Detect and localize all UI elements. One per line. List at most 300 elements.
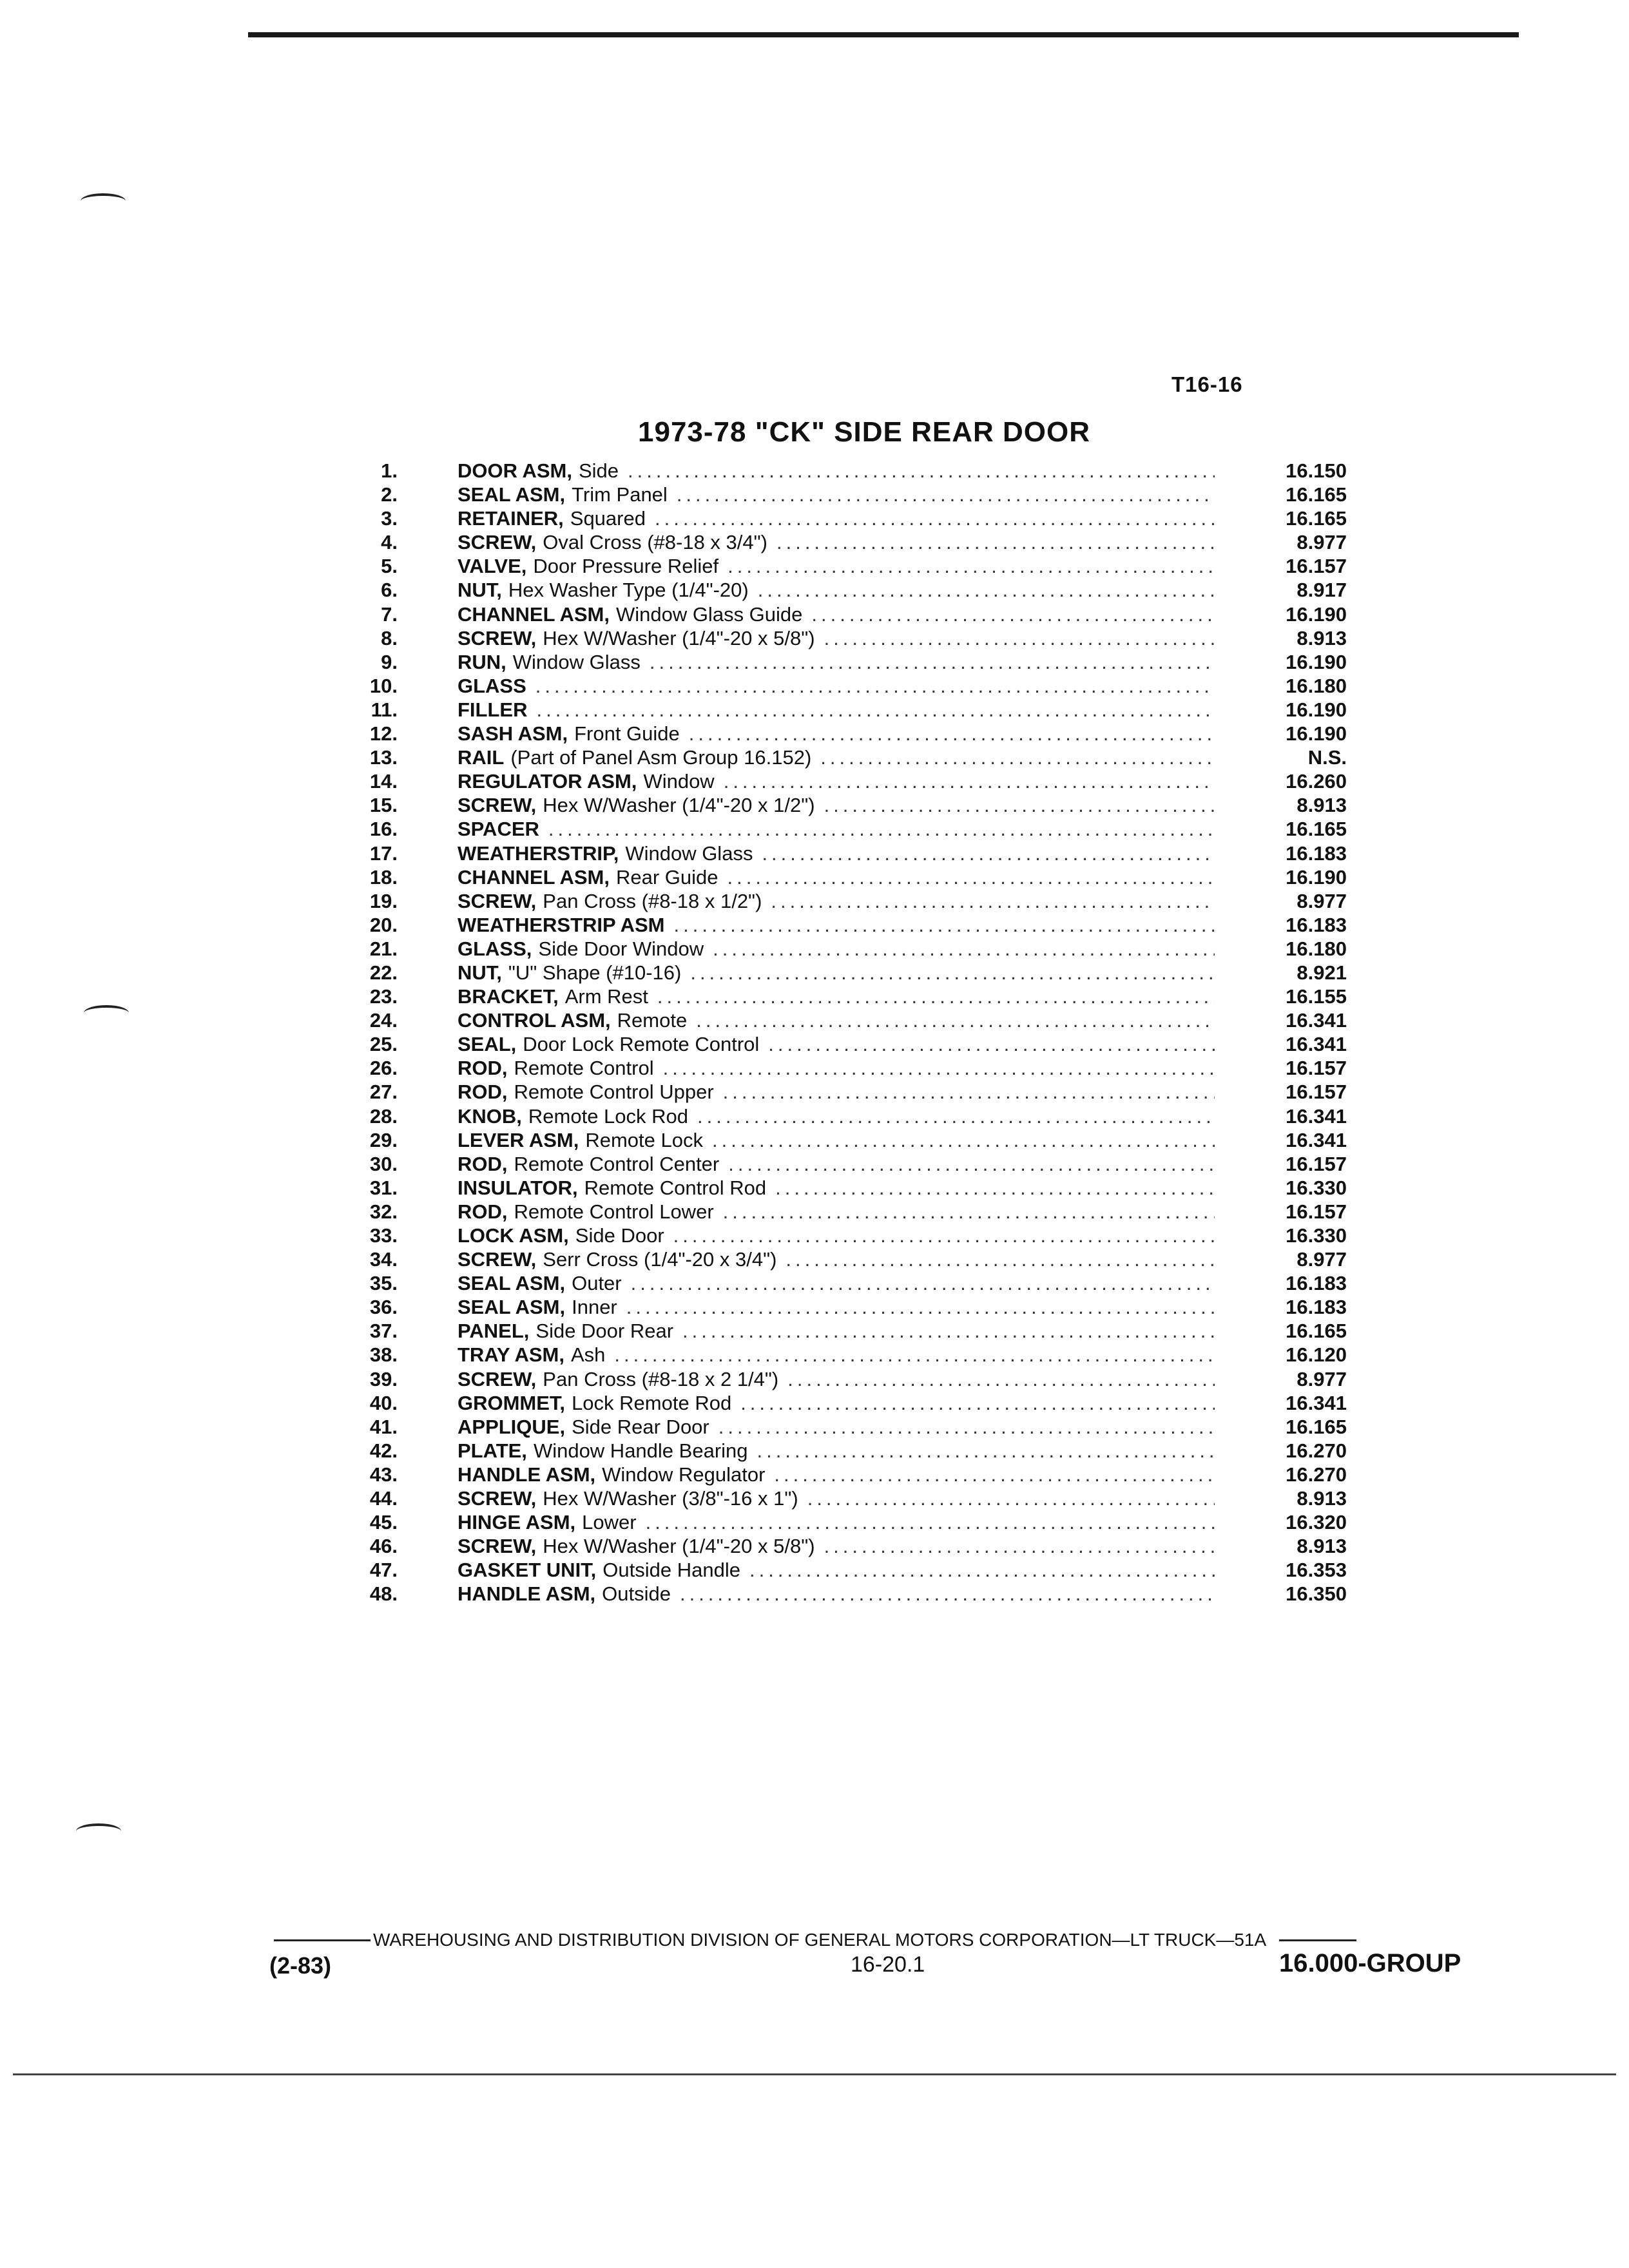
part-description: [458, 1582, 1215, 1606]
dot-leader: [820, 745, 1215, 769]
part-number: 31.: [369, 1176, 398, 1199]
part-group-number: 16.183: [1286, 841, 1347, 865]
part-detail: Side: [578, 459, 619, 482]
part-name: BRACKET,: [458, 985, 559, 1008]
part-description: [458, 626, 1215, 650]
part-number: 38.: [369, 1343, 398, 1367]
part-row: [358, 1008, 1376, 1032]
dot-leader: [682, 1319, 1215, 1343]
part-group-number: 8.921: [1296, 961, 1347, 984]
dot-leader: [824, 793, 1215, 817]
part-description: [458, 459, 1215, 483]
dot-leader: [674, 913, 1215, 937]
dot-leader: [807, 1486, 1215, 1510]
part-group-number: 16.157: [1286, 1081, 1347, 1104]
part-name: NUT,: [458, 961, 502, 984]
part-name: WEATHERSTRIP,: [458, 841, 619, 865]
footer-division-text: WAREHOUSING AND DISTRIBUTION DIVISION OF GENERAL MOTORS CORPORATION—LT TRUCK—51A: [373, 1930, 1267, 1950]
part-row: [358, 1056, 1376, 1080]
part-description: [458, 1510, 1215, 1534]
dot-leader: [758, 578, 1215, 602]
part-number: 4.: [381, 531, 398, 554]
part-description: [458, 1176, 1215, 1200]
part-group-number: 8.917: [1296, 579, 1347, 602]
part-description: [458, 1247, 1215, 1271]
part-row: [358, 913, 1376, 937]
part-number: 35.: [369, 1272, 398, 1295]
part-description: [458, 1367, 1215, 1391]
part-name: ROD,: [458, 1200, 508, 1223]
part-group-number: 16.341: [1286, 1033, 1347, 1056]
part-name: APPLIQUE,: [458, 1415, 566, 1438]
part-name: PANEL,: [458, 1320, 530, 1343]
dot-leader: [786, 1247, 1215, 1271]
part-number: 3.: [381, 507, 398, 530]
punch-hole-mark: [76, 1823, 121, 1839]
part-row: [358, 937, 1376, 961]
part-number: 25.: [369, 1033, 398, 1056]
part-detail: Trim Panel: [572, 483, 668, 506]
dot-leader: [690, 961, 1215, 985]
part-description: [458, 1032, 1215, 1056]
part-description: [458, 1104, 1215, 1128]
dot-leader: [673, 1224, 1215, 1247]
part-row: [358, 1032, 1376, 1056]
part-detail: Window: [643, 770, 715, 793]
part-group-number: 8.977: [1296, 1367, 1347, 1390]
part-group-number: 16.190: [1286, 650, 1347, 673]
part-row: [358, 793, 1376, 817]
part-group-number: 16.183: [1286, 913, 1347, 936]
part-detail: Squared: [570, 507, 646, 530]
part-name: LEVER ASM,: [458, 1128, 579, 1151]
part-row: [358, 1391, 1376, 1415]
part-row: [358, 1343, 1376, 1367]
part-row: [358, 1271, 1376, 1295]
part-number: 23.: [369, 985, 398, 1008]
part-description: [458, 1463, 1215, 1486]
part-number: 6.: [381, 579, 398, 602]
part-number: 5.: [381, 555, 398, 578]
part-description: [458, 985, 1215, 1008]
part-number: 1.: [381, 459, 398, 482]
part-detail: Hex W/Washer (1/4"-20 x 1/2"): [543, 794, 815, 817]
dot-leader: [646, 1510, 1215, 1534]
dot-leader: [824, 1534, 1215, 1558]
part-row: [358, 1486, 1376, 1510]
part-number: 11.: [371, 698, 398, 721]
part-number: 48.: [369, 1582, 398, 1606]
part-description: [458, 1056, 1215, 1080]
part-row: [358, 865, 1376, 889]
part-description: [458, 1319, 1215, 1343]
dot-leader: [650, 650, 1215, 674]
part-name: SEAL ASM,: [458, 483, 566, 506]
part-description: [458, 817, 1215, 841]
dot-leader: [811, 602, 1215, 626]
dot-leader: [677, 483, 1215, 506]
part-detail: Window Glass: [512, 650, 641, 673]
part-description: [458, 554, 1215, 578]
part-number: 32.: [369, 1200, 398, 1223]
part-name: CONTROL ASM,: [458, 1009, 611, 1032]
part-group-number: 16.260: [1286, 770, 1347, 793]
part-number: 20.: [369, 913, 398, 936]
part-row: [358, 1582, 1376, 1606]
part-group-number: 16.341: [1286, 1391, 1347, 1414]
dot-leader: [663, 1056, 1215, 1080]
part-detail: Pan Cross (#8-18 x 1/2"): [543, 889, 762, 912]
part-detail: Hex W/Washer (1/4"-20 x 5/8"): [543, 1535, 815, 1558]
part-group-number: 16.190: [1286, 602, 1347, 626]
part-number: 27.: [369, 1081, 398, 1104]
part-description: [458, 1391, 1215, 1415]
part-number: 36.: [369, 1296, 398, 1319]
part-number: 21.: [369, 937, 398, 960]
part-description: [458, 602, 1215, 626]
dot-leader: [535, 674, 1215, 698]
punch-hole-mark: [84, 1005, 129, 1021]
part-detail: Outside Handle: [602, 1559, 740, 1582]
part-number: 42.: [369, 1439, 398, 1462]
part-detail: Oval Cross (#8-18 x 3/4"): [543, 531, 767, 554]
part-group-number: 8.977: [1296, 1248, 1347, 1271]
part-group-number: 16.155: [1286, 985, 1347, 1008]
dot-leader: [724, 769, 1215, 793]
part-row: [358, 1510, 1376, 1534]
part-number: 13.: [369, 746, 398, 769]
dot-leader: [718, 1415, 1215, 1439]
part-detail: Lower: [582, 1511, 637, 1534]
page-title: 1973-78 "CK" SIDE REAR DOOR: [638, 416, 1091, 448]
part-number: 8.: [381, 626, 398, 649]
part-row: [358, 674, 1376, 698]
part-name: NUT,: [458, 579, 502, 602]
part-row: [358, 554, 1376, 578]
part-detail: Side Door: [575, 1224, 664, 1247]
dot-leader: [655, 506, 1215, 530]
dot-leader: [626, 1295, 1215, 1319]
part-number: 47.: [369, 1559, 398, 1582]
part-description: [458, 1295, 1215, 1319]
part-number: 39.: [369, 1367, 398, 1390]
dot-leader: [728, 1152, 1215, 1176]
part-description: [458, 1343, 1215, 1367]
part-number: 30.: [369, 1152, 398, 1175]
part-group-number: 16.165: [1286, 818, 1347, 841]
part-description: [458, 769, 1215, 793]
part-detail: Lock Remote Rod: [572, 1391, 732, 1414]
part-group-number: 16.350: [1286, 1582, 1347, 1606]
part-detail: Window Handle Bearing: [533, 1439, 748, 1462]
part-name: HANDLE ASM,: [458, 1463, 596, 1486]
dot-leader: [774, 1463, 1215, 1486]
part-row: [358, 1200, 1376, 1224]
part-row: [358, 483, 1376, 506]
part-number: 12.: [369, 722, 398, 745]
part-row: [358, 1295, 1376, 1319]
part-group-number: 16.165: [1286, 507, 1347, 530]
part-group-number: 16.330: [1286, 1224, 1347, 1247]
part-group-number: 16.165: [1286, 1415, 1347, 1438]
part-group-number: N.S.: [1307, 746, 1347, 769]
part-name: SCREW,: [458, 1367, 537, 1390]
part-group-number: 16.341: [1286, 1009, 1347, 1032]
part-name: CHANNEL ASM,: [458, 602, 610, 626]
part-detail: Side Door Rear: [535, 1320, 674, 1343]
part-detail: Inner: [572, 1296, 617, 1319]
part-name: FILLER: [458, 698, 528, 721]
part-name: ROD,: [458, 1057, 508, 1080]
part-group-number: 8.913: [1296, 794, 1347, 817]
part-name: ROD,: [458, 1152, 508, 1175]
part-name: GLASS,: [458, 937, 532, 960]
part-detail: Door Pressure Relief: [533, 555, 719, 578]
part-number: 26.: [369, 1057, 398, 1080]
part-number: 44.: [369, 1487, 398, 1510]
part-detail: Front Guide: [574, 722, 680, 745]
part-group-number: 8.913: [1296, 1487, 1347, 1510]
part-name: GROMMET,: [458, 1391, 566, 1414]
part-description: [458, 1271, 1215, 1295]
dot-leader: [776, 530, 1215, 554]
part-row: [358, 459, 1376, 483]
part-number: 7.: [381, 602, 398, 626]
part-description: [458, 1224, 1215, 1247]
part-row: [358, 1224, 1376, 1247]
dot-leader: [757, 1439, 1215, 1463]
part-group-number: 16.157: [1286, 555, 1347, 578]
dot-leader: [657, 985, 1215, 1008]
part-name: SEAL ASM,: [458, 1272, 566, 1295]
part-name: GLASS: [458, 674, 526, 697]
part-name: SCREW,: [458, 1535, 537, 1558]
part-description: [458, 483, 1215, 506]
part-number: 40.: [369, 1391, 398, 1414]
footer-dash: [274, 1939, 371, 1941]
part-description: [458, 506, 1215, 530]
part-name: PLATE,: [458, 1439, 527, 1462]
part-row: [358, 745, 1376, 769]
part-name: KNOB,: [458, 1104, 522, 1128]
footer-page-number: 16-20.1: [851, 1952, 925, 1977]
footer-dash: [1279, 1939, 1356, 1941]
part-row: [358, 626, 1376, 650]
part-row: [358, 985, 1376, 1008]
dot-leader: [824, 626, 1215, 650]
part-group-number: 16.165: [1286, 1320, 1347, 1343]
part-name: SPACER: [458, 818, 539, 841]
part-description: [458, 745, 1215, 769]
part-name: ROD,: [458, 1081, 508, 1104]
dot-leader: [762, 841, 1215, 865]
part-row: [358, 1176, 1376, 1200]
part-group-number: 16.320: [1286, 1511, 1347, 1534]
part-number: 2.: [381, 483, 398, 506]
part-group-number: 16.157: [1286, 1200, 1347, 1223]
part-name: SCREW,: [458, 1248, 537, 1271]
part-number: 41.: [369, 1415, 398, 1438]
part-group-number: 16.165: [1286, 483, 1347, 506]
part-detail: Arm Rest: [564, 985, 648, 1008]
part-name: RAIL: [458, 746, 505, 769]
footer-group: 16.000-GROUP: [1279, 1949, 1461, 1977]
part-detail: Remote Lock Rod: [528, 1104, 689, 1128]
part-description: [458, 650, 1215, 674]
part-group-number: 16.183: [1286, 1272, 1347, 1295]
part-description: [458, 1152, 1215, 1176]
part-detail: Ash: [570, 1343, 606, 1367]
part-description: [458, 1558, 1215, 1582]
part-group-number: 8.977: [1296, 531, 1347, 554]
part-description: [458, 1534, 1215, 1558]
part-name: INSULATOR,: [458, 1176, 578, 1199]
part-number: 28.: [369, 1104, 398, 1128]
part-name: GASKET UNIT,: [458, 1559, 597, 1582]
part-detail: Pan Cross (#8-18 x 2 1/4"): [543, 1367, 779, 1390]
part-group-number: 16.330: [1286, 1176, 1347, 1199]
part-row: [358, 650, 1376, 674]
part-detail: Hex W/Washer (3/8"-16 x 1"): [543, 1487, 798, 1510]
part-number: 33.: [369, 1224, 398, 1247]
part-number: 45.: [369, 1511, 398, 1534]
part-description: [458, 793, 1215, 817]
part-number: 10.: [369, 674, 398, 697]
part-number: 46.: [369, 1535, 398, 1558]
dot-leader: [713, 937, 1215, 961]
top-rule: [248, 32, 1519, 37]
punch-hole-mark: [81, 193, 126, 209]
part-number: 19.: [369, 889, 398, 912]
part-row: [358, 722, 1376, 745]
part-number: 34.: [369, 1248, 398, 1271]
dot-leader: [723, 1200, 1215, 1224]
part-row: [358, 1319, 1376, 1343]
part-group-number: 8.977: [1296, 889, 1347, 912]
part-row: [358, 530, 1376, 554]
part-description: [458, 937, 1215, 961]
page-code: T16-16: [1171, 372, 1243, 396]
part-description: [458, 1200, 1215, 1224]
part-description: [458, 698, 1215, 722]
dot-leader: [697, 1104, 1215, 1128]
part-number: 29.: [369, 1128, 398, 1151]
part-description: [458, 841, 1215, 865]
part-detail: Rear Guide: [615, 865, 718, 889]
part-row: [358, 1247, 1376, 1271]
part-row: [358, 769, 1376, 793]
dot-leader: [614, 1343, 1215, 1367]
dot-leader: [740, 1391, 1215, 1415]
part-group-number: 16.190: [1286, 865, 1347, 889]
part-group-number: 16.353: [1286, 1559, 1347, 1582]
part-description: [458, 674, 1215, 698]
dot-leader: [749, 1558, 1215, 1582]
part-description: [458, 1128, 1215, 1152]
dot-leader: [631, 1271, 1215, 1295]
part-group-number: 16.157: [1286, 1057, 1347, 1080]
part-description: [458, 961, 1215, 985]
part-detail: "U" Shape (#10-16): [508, 961, 682, 984]
parts-list: [358, 459, 1376, 1606]
part-name: RETAINER,: [458, 507, 564, 530]
part-description: [458, 1415, 1215, 1439]
part-detail: (Part of Panel Asm Group 16.152): [510, 746, 812, 769]
part-name: SCREW,: [458, 626, 537, 649]
part-description: [458, 1439, 1215, 1463]
dot-leader: [696, 1008, 1215, 1032]
part-row: [358, 1439, 1376, 1463]
part-row: [358, 1152, 1376, 1176]
part-group-number: 16.190: [1286, 722, 1347, 745]
part-name: HINGE ASM,: [458, 1511, 576, 1534]
part-description: [458, 578, 1215, 602]
part-detail: Remote Control Rod: [584, 1176, 767, 1199]
part-row: [358, 602, 1376, 626]
part-detail: Remote Control Center: [514, 1152, 720, 1175]
part-description: [458, 889, 1215, 913]
part-detail: Window Glass Guide: [615, 602, 803, 626]
part-group-number: 16.180: [1286, 674, 1347, 697]
dot-leader: [628, 459, 1215, 483]
part-row: [358, 1558, 1376, 1582]
part-number: 22.: [369, 961, 398, 984]
part-name: VALVE,: [458, 555, 527, 578]
part-name: DOOR ASM,: [458, 459, 572, 482]
part-detail: Remote Control Lower: [514, 1200, 714, 1223]
dot-leader: [768, 1032, 1215, 1056]
part-group-number: 16.150: [1286, 459, 1347, 482]
part-number: 15.: [369, 794, 398, 817]
part-row: [358, 889, 1376, 913]
part-detail: Window Glass: [625, 841, 753, 865]
part-detail: Door Lock Remote Control: [523, 1033, 760, 1056]
part-name: CHANNEL ASM,: [458, 865, 610, 889]
part-name: SEAL,: [458, 1033, 517, 1056]
part-name: LOCK ASM,: [458, 1224, 569, 1247]
bottom-rule: [13, 2073, 1616, 2075]
part-name: RUN,: [458, 650, 506, 673]
part-detail: Side Door Window: [538, 937, 704, 960]
part-group-number: 16.190: [1286, 698, 1347, 721]
part-row: [358, 698, 1376, 722]
part-row: [358, 961, 1376, 985]
part-row: [358, 506, 1376, 530]
dot-leader: [775, 1176, 1215, 1200]
part-name: SEAL ASM,: [458, 1296, 566, 1319]
footer-date: (2-83): [269, 1952, 332, 1979]
part-number: 16.: [369, 818, 398, 841]
part-number: 9.: [381, 650, 398, 673]
part-description: [458, 913, 1215, 937]
part-description: [458, 1080, 1215, 1104]
part-row: [358, 1367, 1376, 1391]
dot-leader: [712, 1128, 1215, 1152]
part-description: [458, 722, 1215, 745]
part-description: [458, 530, 1215, 554]
part-name: SCREW,: [458, 1487, 537, 1510]
part-detail: Remote Control Upper: [514, 1081, 714, 1104]
part-detail: Side Rear Door: [572, 1415, 709, 1438]
part-detail: Hex Washer Type (1/4"-20): [508, 579, 749, 602]
part-row: [358, 578, 1376, 602]
part-group-number: 16.183: [1286, 1296, 1347, 1319]
part-row: [358, 1534, 1376, 1558]
part-number: 43.: [369, 1463, 398, 1486]
part-description: [458, 865, 1215, 889]
dot-leader: [787, 1367, 1215, 1391]
part-name: TRAY ASM,: [458, 1343, 564, 1367]
